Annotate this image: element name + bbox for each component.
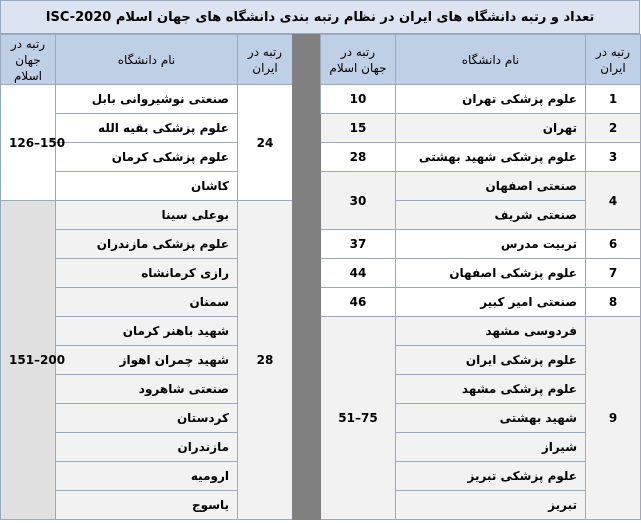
table-row (1, 317, 641, 346)
world-rank-cell: 51–75 (321, 317, 396, 520)
world-rank-cell: 37 (321, 230, 396, 259)
university-name-cell: علوم پزشکی ایران (396, 346, 586, 375)
university-name-cell: علوم پزشکی تهران (396, 85, 586, 114)
column-separator (293, 35, 321, 85)
university-name-cell: بوعلی سینا (56, 201, 238, 230)
university-name-cell: رازی کرمانشاه (56, 259, 238, 288)
university-name-cell: کردستان (56, 404, 238, 433)
university-name-cell: شهید بهشتی (396, 404, 586, 433)
university-name-cell: علوم پزشکی اصفهان (396, 259, 586, 288)
university-name-cell: کاشان (56, 172, 238, 201)
header-iran-rank: رتبه در ایران (586, 35, 641, 85)
iran-rank-cell: 24 (238, 85, 293, 201)
rankings-table (0, 34, 641, 520)
table-row (1, 172, 641, 201)
iran-rank-cell: 7 (586, 259, 641, 288)
world-rank-cell: 28 (321, 143, 396, 172)
header-world-rank: رتبه در جهان اسلام (321, 35, 396, 85)
university-name-cell: صنعتی شریف (396, 201, 586, 230)
iran-rank-cell: 8 (586, 288, 641, 317)
university-name-cell: علوم پزشکی بقیه الله (56, 114, 238, 143)
column-separator (293, 85, 321, 520)
table-row (1, 288, 641, 317)
university-name-cell: تبریز (396, 491, 586, 520)
world-rank-cell: 30 (321, 172, 396, 230)
university-name-cell: تربیت مدرس (396, 230, 586, 259)
header-world-rank: رتبه در جهان اسلام (1, 35, 56, 85)
university-name-cell: صنعتی اصفهان (396, 172, 586, 201)
university-name-cell: شهید چمران اهواز (56, 346, 238, 375)
iran-rank-cell: 3 (586, 143, 641, 172)
university-name-cell: سمنان (56, 288, 238, 317)
header-iran-rank: رتبه در ایران (238, 35, 293, 85)
university-name-cell: علوم پزشکی شهید بهشتی (396, 143, 586, 172)
university-name-cell: علوم پزشکی مشهد (396, 375, 586, 404)
iran-rank-cell: 9 (586, 317, 641, 520)
iran-rank-cell: 1 (586, 85, 641, 114)
university-name-cell: صنعتی امیر کبیر (396, 288, 586, 317)
table-row (1, 259, 641, 288)
iran-rank-cell: 4 (586, 172, 641, 230)
iran-rank-cell: 2 (586, 114, 641, 143)
world-rank-cell: 126–150 (1, 85, 56, 201)
header-university: نام دانشگاه (56, 35, 238, 85)
table-row (1, 143, 641, 172)
university-name-cell: مازندران (56, 433, 238, 462)
university-name-cell: علوم پزشکی مازندران (56, 230, 238, 259)
university-name-cell: تهران (396, 114, 586, 143)
world-rank-cell: 44 (321, 259, 396, 288)
world-rank-cell: 15 (321, 114, 396, 143)
university-name-cell: علوم پزشکی کرمان (56, 143, 238, 172)
header-row (1, 35, 641, 85)
university-name-cell: ارومیه (56, 462, 238, 491)
world-rank-cell: 151–200 (1, 201, 56, 520)
university-name-cell: شهید باهنر کرمان (56, 317, 238, 346)
iran-rank-cell: 6 (586, 230, 641, 259)
iran-rank-cell: 28 (238, 201, 293, 520)
header-university: نام دانشگاه (396, 35, 586, 85)
page-title: تعداد و رتبه دانشگاه های ایران در نظام رتبه بندی دانشگاه های جهان اسلام ISC-2020 (0, 0, 640, 34)
world-rank-cell: 10 (321, 85, 396, 114)
world-rank-cell: 46 (321, 288, 396, 317)
university-name-cell: صنعتی شاهرود (56, 375, 238, 404)
university-name-cell: علوم پزشکی تبریز (396, 462, 586, 491)
university-name-cell: شیراز (396, 433, 586, 462)
table-row (1, 114, 641, 143)
university-name-cell: فردوسی مشهد (396, 317, 586, 346)
table-row (1, 230, 641, 259)
university-name-cell: صنعتی نوشیروانی بابل (56, 85, 238, 114)
table-row (1, 85, 641, 114)
university-name-cell: یاسوج (56, 491, 238, 520)
